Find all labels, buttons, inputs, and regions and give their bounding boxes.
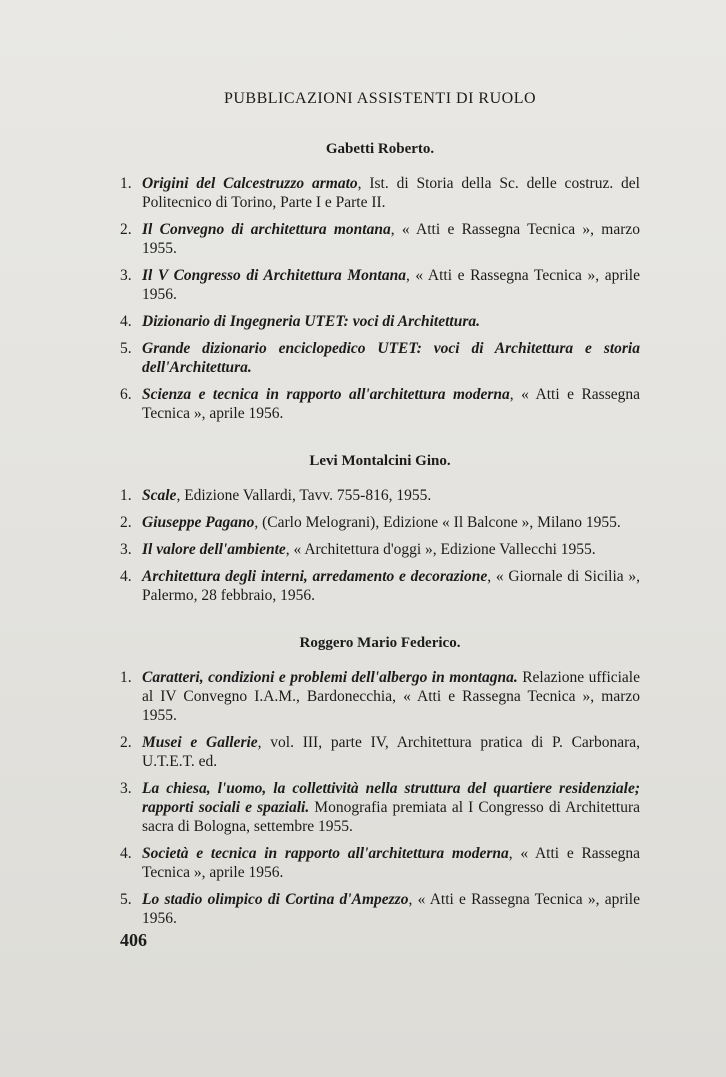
entry-number: 4. (120, 845, 132, 862)
entry-number: 3. (120, 541, 132, 558)
entry-title: La chiesa, l'uomo, la collettività nella struttura del quartiere residenziale; rapporti sociali e spaziali. (142, 780, 640, 816)
entry-details: , Edizione Vallardi, Tavv. 755-816, 1955. (176, 487, 432, 504)
publication-entry (120, 486, 640, 505)
publication-entry (120, 266, 640, 304)
entry-number: 5. (120, 891, 132, 908)
entry-details: , « Atti e Rassegna Tecnica », aprile 1956. (142, 386, 641, 422)
entry-number: 5. (120, 340, 132, 357)
entry-details: , vol. III, parte IV, Architettura pratica di P. Carbonara, U.T.E.T. ed. (142, 734, 641, 770)
entry-title: Il valore dell'ambiente (142, 541, 286, 558)
publication-list (120, 486, 640, 605)
publication-entry (120, 220, 640, 258)
publication-entry (120, 890, 640, 928)
entry-number: 1. (120, 487, 132, 504)
entry-title: Caratteri, condizioni e problemi dell'albergo in montagna. (142, 669, 518, 686)
publication-entry (120, 779, 640, 836)
page-number: 406 (120, 930, 147, 950)
entry-title: Scienza e tecnica in rapporto all'architettura moderna (142, 386, 510, 403)
publication-entry (120, 733, 640, 771)
entry-number: 6. (120, 386, 132, 403)
entry-details: , « Atti e Rassegna Tecnica », marzo 1955. (142, 221, 640, 257)
publication-entry (120, 540, 640, 559)
entry-title: Architettura degli interni, arredamento e decorazione (142, 568, 488, 585)
author-section (120, 453, 640, 605)
entry-number: 1. (120, 669, 132, 686)
publication-entry (120, 339, 640, 377)
entry-number: 3. (120, 267, 132, 284)
entry-details: , « Architettura d'oggi », Edizione Vallecchi 1955. (285, 541, 596, 558)
page-title: PUBBLICAZIONI ASSISTENTI DI RUOLO (223, 90, 537, 107)
entry-details: , (Carlo Melograni), Edizione « Il Balcone », Milano 1955. (254, 514, 621, 531)
entry-details: , « Atti e Rassegna Tecnica », aprile 1956. (142, 845, 640, 881)
entry-title: Dizionario di Ingegneria UTET: voci di Architettura. (142, 313, 481, 330)
publication-entry (120, 668, 640, 725)
entry-details: Monografia premiata al I Congresso di Architettura sacra di Bologna, settembre 1955. (142, 799, 640, 835)
publication-entry (120, 385, 640, 423)
page-content (120, 90, 640, 958)
entry-title: Musei e Gallerie (142, 734, 258, 751)
entry-details: Relazione ufficiale al IV Convegno I.A.M., Bardonecchia, « Atti e Rassegna Tecnica », marzo 1955. (142, 669, 640, 724)
publication-list (120, 174, 640, 423)
publication-list (120, 668, 640, 928)
publication-entry (120, 174, 640, 212)
entry-title: Giuseppe Pagano (142, 514, 255, 531)
publication-entry (120, 844, 640, 882)
entry-number: 1. (120, 175, 132, 192)
sections-container (120, 141, 640, 928)
author-heading: Gabetti Roberto. (325, 141, 435, 157)
publication-entry (120, 312, 640, 331)
publication-entry (120, 567, 640, 605)
entry-title: Scale (142, 487, 177, 504)
author-section (120, 635, 640, 928)
entry-title: Il V Congresso di Architettura Montana (142, 267, 406, 284)
author-heading: Levi Montalcini Gino. (309, 453, 451, 469)
entry-number: 4. (120, 568, 132, 585)
entry-title: Lo stadio olimpico di Cortina d'Ampezzo (142, 891, 409, 908)
entry-number: 2. (120, 734, 132, 751)
author-section (120, 141, 640, 423)
entry-details: , « Atti e Rassegna Tecnica », aprile 1956. (142, 891, 640, 927)
author-heading: Roggero Mario Federico. (299, 635, 461, 651)
entry-details: , « Giornale di Sicilia », Palermo, 28 febbraio, 1956. (142, 568, 640, 604)
entry-number: 3. (120, 780, 132, 797)
entry-number: 2. (120, 514, 132, 531)
entry-number: 2. (120, 221, 132, 238)
entry-title: Grande dizionario enciclopedico UTET: voci di Architettura e storia dell'Architettura. (142, 340, 640, 376)
entry-title: Il Convegno di architettura montana (142, 221, 391, 238)
publication-entry (120, 513, 640, 532)
entry-title: Società e tecnica in rapporto all'architettura moderna (142, 845, 509, 862)
entry-details: , Ist. di Storia della Sc. delle costruz. del Politecnico di Torino, Parte I e Parte II. (142, 175, 640, 211)
entry-number: 4. (120, 313, 132, 330)
entry-details: , « Atti e Rassegna Tecnica », aprile 1956. (142, 267, 640, 303)
entry-title: Origini del Calcestruzzo armato (142, 175, 358, 192)
